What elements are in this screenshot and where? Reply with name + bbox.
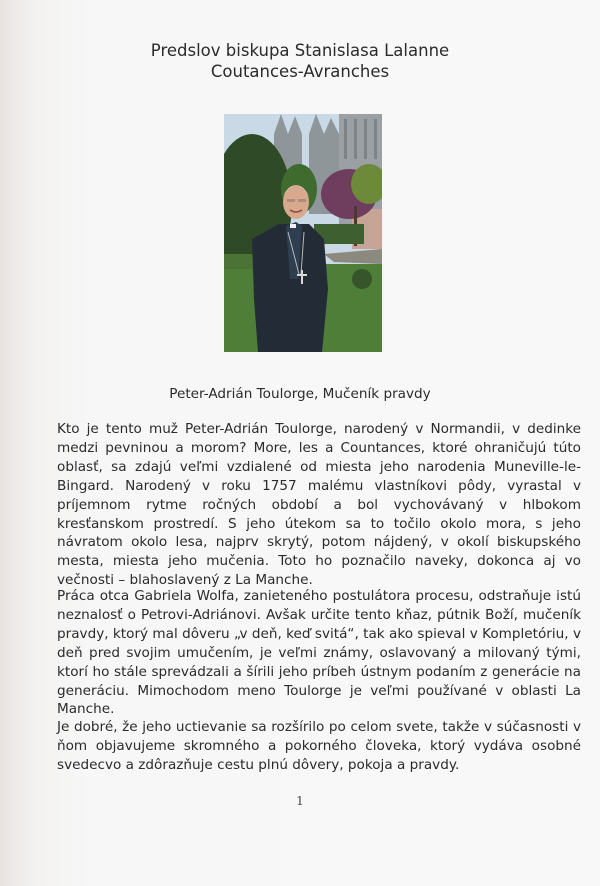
section-heading: Peter-Adrián Toulorge, Mučeník pravdy	[169, 386, 431, 402]
photo-illustration	[224, 114, 382, 352]
title-line-1: Predslov biskupa Stanislasa Lalanne	[150, 41, 450, 60]
paragraph-3: Je dobré, že jeho uctievanie sa rozšírilo po celom svete, takže v súčasnosti v ňom objavujeme skromného a pokorného človeka, ktorý vydáva osobné svedecvo a zdôrazňuje cestu plnú dôvery, pokoja a pravdy.	[57, 719, 581, 773]
page-number: 1	[296, 794, 304, 808]
title-line-2: Coutances-Avranches	[210, 62, 390, 81]
shrub	[352, 269, 372, 289]
page-title	[0, 40, 600, 82]
bishop-photo	[224, 114, 382, 352]
paragraph-2: Práca otca Gabriela Wolfa, zanieteného postulátora procesu, odstraňuje istú neznalosť o Petrovi-Adriánovi. Avšak určite tento kňaz, pútnik Boží, mučeník pravdy, ktorý mal dôveru „v deň, keď svitá“, tak ako spieval v Kompletóriu, v deň pred svojim umučením, je veľmi známy, oslavovaný a milovaný tými, ktorí ho stále sprevádzali a šírili jeho príbeh ústnym podaním z generácie na generáciu. Mimochodom meno Toulorge je veľmi používané v oblasti La Manche.	[57, 588, 581, 718]
paragraph-1: Kto je tento muž Peter-Adrián Toulorge, narodený v Normandii, v dedinke medzi pevninou a morom? More, les a Countances, ktoré ohraničujú túto oblasť, sa zdajú veľmi vzdialené od miesta jeho narodenia Muneville-le-Bingard. Narodený v roku 1757 malému vlastníkovi pôdy, vyrastal v príjemnom rytme ročných období a bol vychovávaný v hlbokom kresťanskom prostredí. S jeho útekom sa to točilo okolo mora, s jeho návratom okolo lesa, najprv skrytý, potom nájdený, v okolí biskupského mesta, miesta jeho mučenia. Toto ho poznačilo naveky, dokonca aj vo večnosti – blahoslavený z La Manche.	[57, 421, 581, 589]
